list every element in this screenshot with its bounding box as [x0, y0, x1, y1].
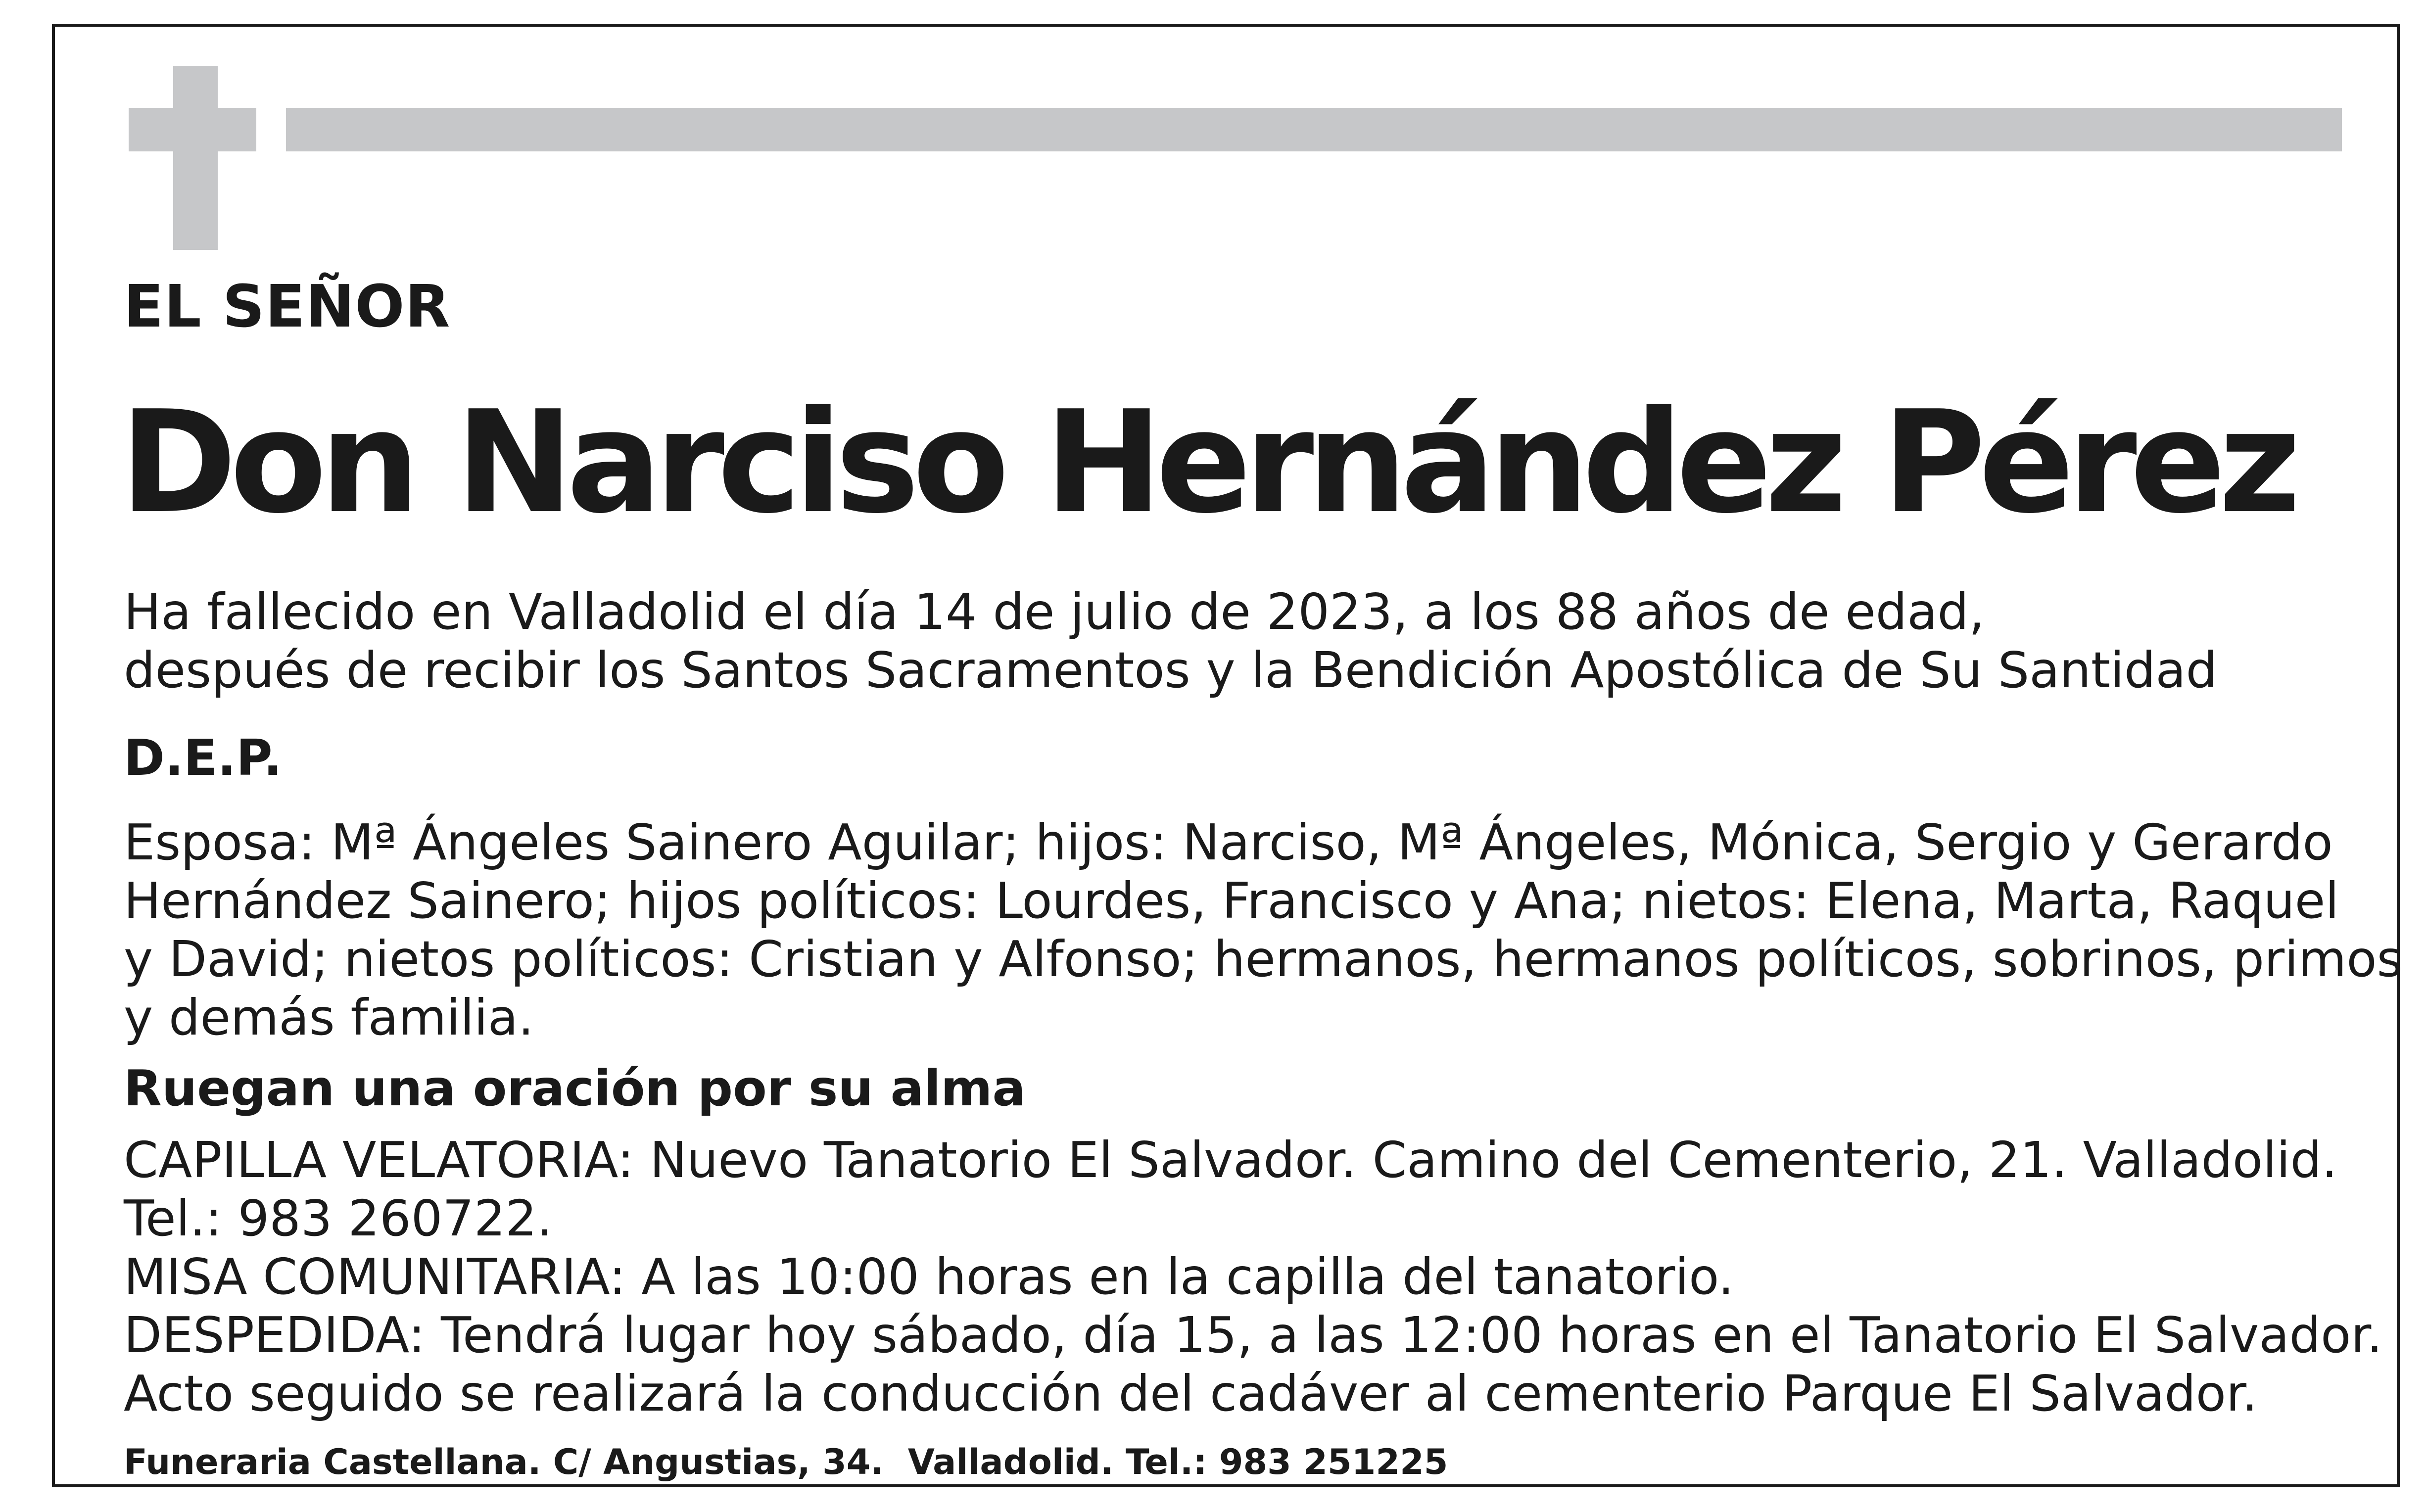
- cross-icon: [173, 66, 218, 250]
- family-line: Esposa: Mª Ángeles Sainero Aguilar; hijos: Narciso, Mª Ángeles, Mónica, Sergio y Gerardo: [124, 813, 2333, 871]
- header-bar: [286, 108, 2342, 151]
- notice-content: [120, 272, 2403, 1482]
- prayer-request: Ruegan una oración por su alma: [124, 1059, 1026, 1117]
- deceased-name: Don Narciso Hernández Pérez: [120, 380, 2294, 545]
- family-line: Hernández Sainero; hijos políticos: Lourdes, Francisco y Ana; nietos: Elena, Marta, Raquel: [124, 872, 2339, 930]
- service-line: MISA COMUNITARIA: A las 10:00 horas en la capilla del tanatorio.: [124, 1248, 1734, 1306]
- family-list: [124, 813, 2403, 1047]
- service-line: Tel.: 983 260722.: [124, 1189, 553, 1247]
- service-details: [124, 1131, 2382, 1423]
- family-line: y demás familia.: [124, 989, 534, 1046]
- cross-icon-arm: [129, 108, 256, 151]
- death-announcement: [124, 583, 2360, 700]
- announcement-line: Ha fallecido en Valladolid el día 14 de julio de 2023, a los 88 años de edad,: [124, 583, 1985, 641]
- service-line: DESPEDIDA: Tendrá lugar hoy sábado, día 15, a las 12:00 horas en el Tanatorio El Salvador.: [124, 1306, 2382, 1364]
- service-line: Acto seguido se realizará la conducción del cadáver al cementerio Parque El Salvador.: [124, 1365, 2258, 1422]
- announcement-line: después de recibir los Santos Sacramentos y la Bendición Apostólica de Su Santidad: [124, 641, 2218, 699]
- dep-label: D.E.P.: [124, 729, 283, 787]
- family-line: y David; nietos políticos: Cristian y Alfonso; hermanos, hermanos políticos, sobrinos, primos: [124, 930, 2403, 988]
- funeral-home-footer: Funeraria Castellana. C/ Angustias, 34. Valladolid. Tel.: 983 251225: [124, 1442, 1448, 1482]
- service-line: CAPILLA VELATORIA: Nuevo Tanatorio El Salvador. Camino del Cementerio, 21. Valladolid.: [124, 1131, 2337, 1189]
- honorific: EL SEÑOR: [124, 272, 451, 340]
